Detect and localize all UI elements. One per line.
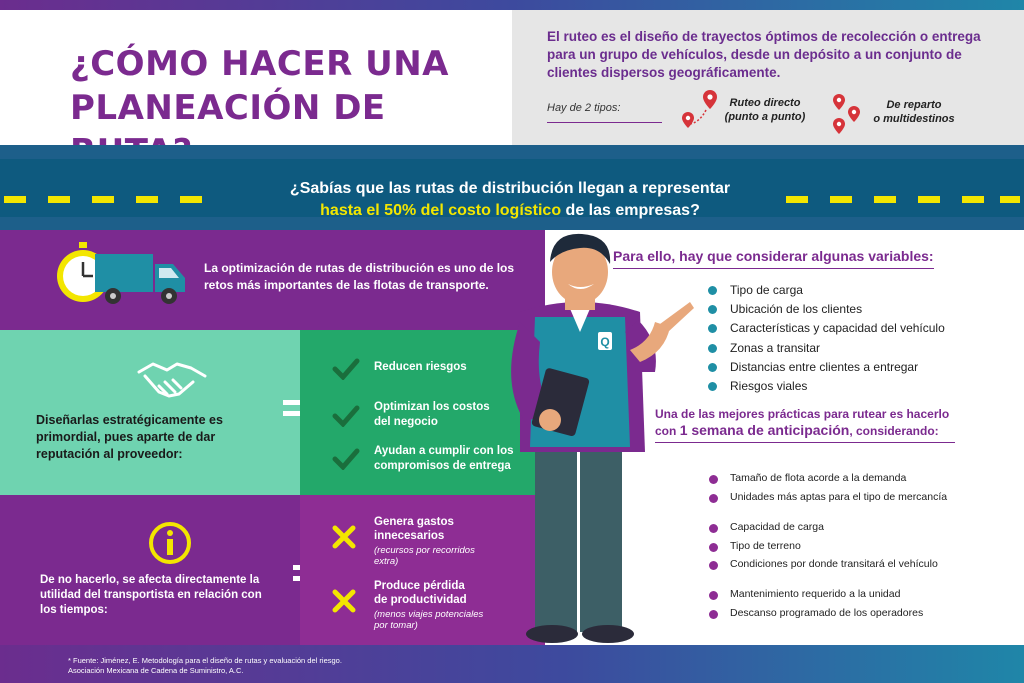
benefit-text: Optimizan los costos del negocio	[374, 401, 490, 428]
strategic-text: Diseñarlas estratégicamente es primordial, pues aparte de dar reputación al proveedor:	[36, 413, 223, 461]
best-practice-part1: Una de las mejores prácticas para rutear es hacerlo con	[655, 407, 950, 438]
intro-text: El ruteo es el diseño de trayectos óptimos de recolección o entrega para un grupo de vehículos, desde un depósito a un conjunto de clientes dispersos geográficamente.	[547, 29, 981, 80]
bullet-icon	[709, 524, 718, 533]
type-multidestination	[830, 92, 965, 138]
banner-line-2	[230, 200, 790, 222]
optimization-panel	[0, 230, 545, 330]
optimization-text: La optimización de rutas de distribución es uno de los retos más importantes de las flotas de transporte.	[204, 261, 515, 292]
consideration-item: Unidades más aptas para el tipo de mercancía	[730, 491, 948, 503]
best-practice-part2: , considerando:	[849, 424, 939, 438]
variable-item: Riesgos viales	[730, 379, 808, 393]
type2-line2: o multidestinos	[873, 113, 955, 125]
bullet-icon	[708, 324, 717, 333]
consequence-title: Produce pérdida de productividad	[374, 580, 467, 606]
variable-item: Distancias entre clientes a entregar	[730, 360, 919, 374]
bullet-icon	[709, 561, 718, 570]
type1-line1: Ruteo directo	[729, 97, 801, 109]
info-icon	[148, 521, 192, 565]
type-direct-route	[680, 88, 810, 134]
road-dash	[48, 196, 70, 203]
svg-text:Q: Q	[600, 335, 610, 349]
road-dash	[962, 196, 984, 203]
best-practice-title	[655, 406, 955, 443]
bullet-icon	[709, 475, 718, 484]
consideration-item: Descanso programado de los operadores	[730, 607, 924, 619]
presenter-illustration	[480, 232, 700, 652]
stat-banner	[0, 145, 1024, 230]
title-panel	[0, 10, 512, 145]
consideration-item: Condiciones por donde transitará el vehículo	[730, 558, 938, 570]
bullet-icon	[708, 363, 717, 372]
bullet-icon	[708, 344, 717, 353]
road-dash	[4, 196, 26, 203]
consideration-item: Capacidad de carga	[730, 521, 824, 533]
x-icon	[330, 587, 358, 615]
variable-item: Características y capacidad del vehículo	[730, 321, 945, 335]
consequence-panel	[0, 495, 300, 645]
consideration-item: Tamaño de flota acorde a la demanda	[730, 472, 907, 484]
type2-line1: De reparto	[886, 99, 942, 111]
road-dash	[918, 196, 940, 203]
best-practice-highlight: 1 semana de anticipación	[679, 422, 850, 438]
road-dash	[92, 196, 114, 203]
road-dash	[180, 196, 202, 203]
source-line-1: * Fuente: Jiménez, E. Metodología para el diseño de rutas y evaluación del riesgo.	[68, 656, 342, 665]
banner-line-2-rest: de las empresas?	[561, 202, 700, 219]
check-icon	[332, 405, 360, 427]
road-dash	[1000, 196, 1020, 203]
consequence-sub: (menos viajes potenciales por tomar)	[374, 609, 484, 631]
variables-title: Para ello, hay que considerar algunas variables:	[613, 248, 934, 269]
consequence-text: De no hacerlo, se afecta directamente la utilidad del transportista en relación con los tiempos:	[40, 574, 262, 616]
banner-road	[0, 159, 1024, 217]
handshake-icon	[135, 354, 209, 404]
source-citation	[68, 656, 342, 676]
banner-text	[230, 178, 790, 222]
direct-route-pins-icon	[680, 88, 720, 134]
top-gradient-bar	[0, 0, 1024, 10]
multi-pins-icon	[830, 92, 864, 140]
strategic-panel	[0, 330, 300, 495]
consequence-sub: (recursos por recorridos extra)	[374, 545, 475, 567]
intro-panel	[512, 10, 1024, 145]
footer	[0, 645, 1024, 683]
source-line-2: Asociación Mexicana de Cadena de Suministro, A.C.	[68, 666, 244, 675]
check-icon	[332, 448, 360, 470]
types-label: Hay de 2 tipos:	[547, 102, 662, 123]
road-dash	[136, 196, 158, 203]
bullet-icon	[708, 382, 717, 391]
banner-highlight: hasta el 50% del costo logístico	[320, 202, 562, 219]
road-dash	[830, 196, 852, 203]
variable-item: Tipo de carga	[730, 283, 803, 297]
consideration-item: Tipo de terreno	[730, 540, 801, 552]
bullet-icon	[709, 610, 718, 619]
consideration-item: Mantenimiento requerido a la unidad	[730, 588, 901, 600]
bullet-icon	[708, 305, 717, 314]
type2-label	[864, 98, 964, 126]
x-icon	[330, 523, 358, 551]
variable-item: Ubicación de los clientes	[730, 302, 863, 316]
variable-item: Zonas a transitar	[730, 341, 821, 355]
title-line-2: PLANEACIÓN DE	[70, 88, 386, 128]
truck-icon	[95, 248, 190, 308]
consequence-title: Genera gastos innecesarios	[374, 516, 454, 542]
type1-label	[720, 96, 810, 124]
benefit-text: Reducen riesgos	[374, 361, 467, 373]
check-icon	[332, 358, 360, 380]
bullet-icon	[709, 591, 718, 600]
title-line-1: ¿CÓMO HACER UNA	[70, 44, 449, 84]
bullet-icon	[708, 286, 717, 295]
banner-line-1: ¿Sabías que las rutas de distribución llegan a representar	[289, 180, 731, 197]
type1-line2: (punto a punto)	[724, 111, 806, 123]
road-dash	[874, 196, 896, 203]
benefit-text: Ayudan a cumplir con los compromisos de entrega	[374, 445, 514, 472]
bullet-icon	[709, 543, 718, 552]
bullet-icon	[709, 494, 718, 503]
